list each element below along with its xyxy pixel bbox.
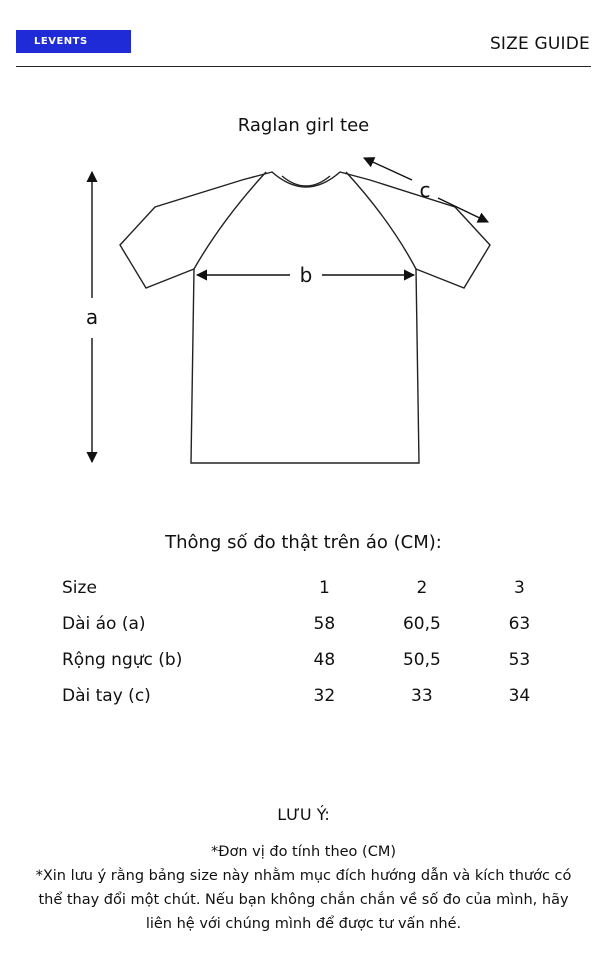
label-b: b	[299, 263, 313, 287]
table-row	[48, 570, 568, 606]
table-row	[48, 606, 568, 642]
header-divider	[16, 66, 591, 67]
size-table	[48, 570, 568, 714]
cell-value: 50,5	[402, 650, 441, 670]
table-row	[48, 642, 568, 678]
cell-value: 33	[411, 686, 433, 706]
label-c: c	[419, 178, 431, 202]
row-label: Size	[62, 578, 97, 598]
doc-title: SIZE GUIDE	[489, 34, 590, 54]
table-row	[48, 678, 568, 714]
row-label: Dài áo (a)	[62, 614, 146, 634]
cell-value: 48	[313, 650, 336, 670]
cell-value: 34	[508, 686, 531, 706]
tee-diagram	[0, 150, 607, 480]
tee-outline	[120, 172, 490, 463]
product-name: Raglan girl tee	[237, 115, 370, 136]
label-a: a	[85, 305, 99, 329]
cell-value: 32	[313, 686, 336, 706]
cell-value: 53	[508, 650, 531, 670]
row-label: Rộng ngực (b)	[62, 650, 183, 670]
spec-title: Thông số đo thật trên áo (CM):	[165, 532, 442, 553]
note-unit: *Đơn vị đo tính theo (CM)	[211, 844, 396, 860]
row-label: Dài tay (c)	[62, 686, 151, 706]
note-body	[30, 840, 577, 936]
cell-value: 2	[416, 578, 428, 598]
cell-value: 63	[508, 614, 531, 634]
brand-logo: LEVENTS	[16, 30, 131, 53]
cell-value: 3	[513, 578, 525, 598]
cell-value: 1	[318, 578, 330, 598]
cell-value: 60,5	[402, 614, 441, 634]
sleeve-arrow-lower	[438, 198, 488, 222]
note-title: LƯU Ý:	[277, 805, 330, 824]
note-disclaimer: *Xin lưu ý rằng bảng size này nhằm mục đích hướng dẫn và kích thước có thể thay đổi một chút. Nếu bạn không chắn chắn về số đo của mình, hãy liên hệ với chúng mình để được tư vấn nhé.	[35, 868, 572, 932]
sleeve-arrow-upper	[364, 158, 412, 180]
cell-value: 58	[313, 614, 336, 634]
